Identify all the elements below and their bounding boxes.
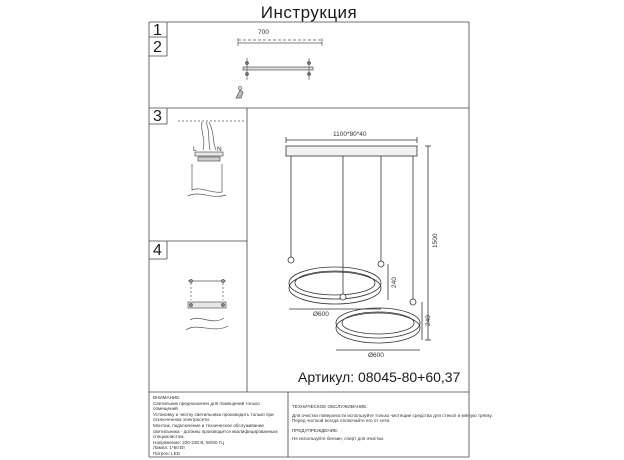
step-1-number: 1	[153, 22, 162, 39]
dim-ring1-diameter: Ø600	[313, 311, 329, 318]
maintenance-heading: ТЕХНИЧЕСКОЕ ОБСЛУЖИВАНИЕ:	[292, 404, 368, 409]
article-number: Артикул: 08045-80+60,37	[298, 369, 461, 385]
step-4-number: 4	[153, 242, 162, 259]
fixture-drawing	[286, 137, 431, 350]
layout-grid	[149, 22, 469, 457]
page-title: Инструкция	[260, 3, 358, 22]
canopy-mount-figure	[186, 280, 228, 331]
warning-line: светильника - должны производится квалифицированным	[153, 428, 278, 434]
wire-n-label: N	[217, 146, 222, 153]
dim-height: 1500	[432, 233, 439, 248]
step-3-number: 3	[153, 108, 162, 125]
dim-ring2-diameter: Ø600	[368, 352, 384, 359]
warning-heading: ВНИМАНИЕ:	[153, 395, 181, 400]
maintenance-block	[292, 404, 493, 442]
warning-line: Напряжение: 220-230 В, 50/60 Гц	[153, 439, 224, 445]
dim-ring2-height: 240	[425, 315, 432, 326]
step-2-number: 2	[153, 39, 162, 56]
warning-line: Патрон: LED	[153, 450, 180, 456]
dim-mount-width: 700	[258, 29, 269, 36]
warning-line: Установку и чистку светильника производить только при	[153, 411, 274, 417]
dim-canopy: 1100*80*40	[333, 131, 367, 138]
caution-heading: ПРЕДУПРЕЖДЕНИЕ:	[292, 427, 339, 433]
warning-line: Светильник предназначен для помещений только	[153, 400, 260, 406]
dim-ring1-height: 240	[391, 277, 398, 288]
wiring-figure	[178, 121, 246, 196]
wire-l-label: L	[193, 146, 197, 153]
maintenance-line: Перед чисткой всегда отключайте его от сети.	[292, 418, 391, 424]
warning-line: помещений.	[153, 406, 179, 412]
caution-line: Не используйте бензин, спирт для очистки.	[292, 436, 385, 442]
warning-line: Монтаж, подключение и техническое обслуживание	[153, 422, 264, 428]
warning-line: Лампа: 1*60 Вт	[153, 445, 186, 451]
maintenance-line: Для очистки поверхности используйте только чистящие средства для стекол и мягкую тряпку.	[292, 412, 493, 418]
warning-line: отключенном электросети.	[153, 417, 211, 423]
mount-bracket-figure	[236, 38, 322, 98]
warning-line: специалистом.	[153, 434, 185, 440]
warning-block	[153, 395, 278, 457]
